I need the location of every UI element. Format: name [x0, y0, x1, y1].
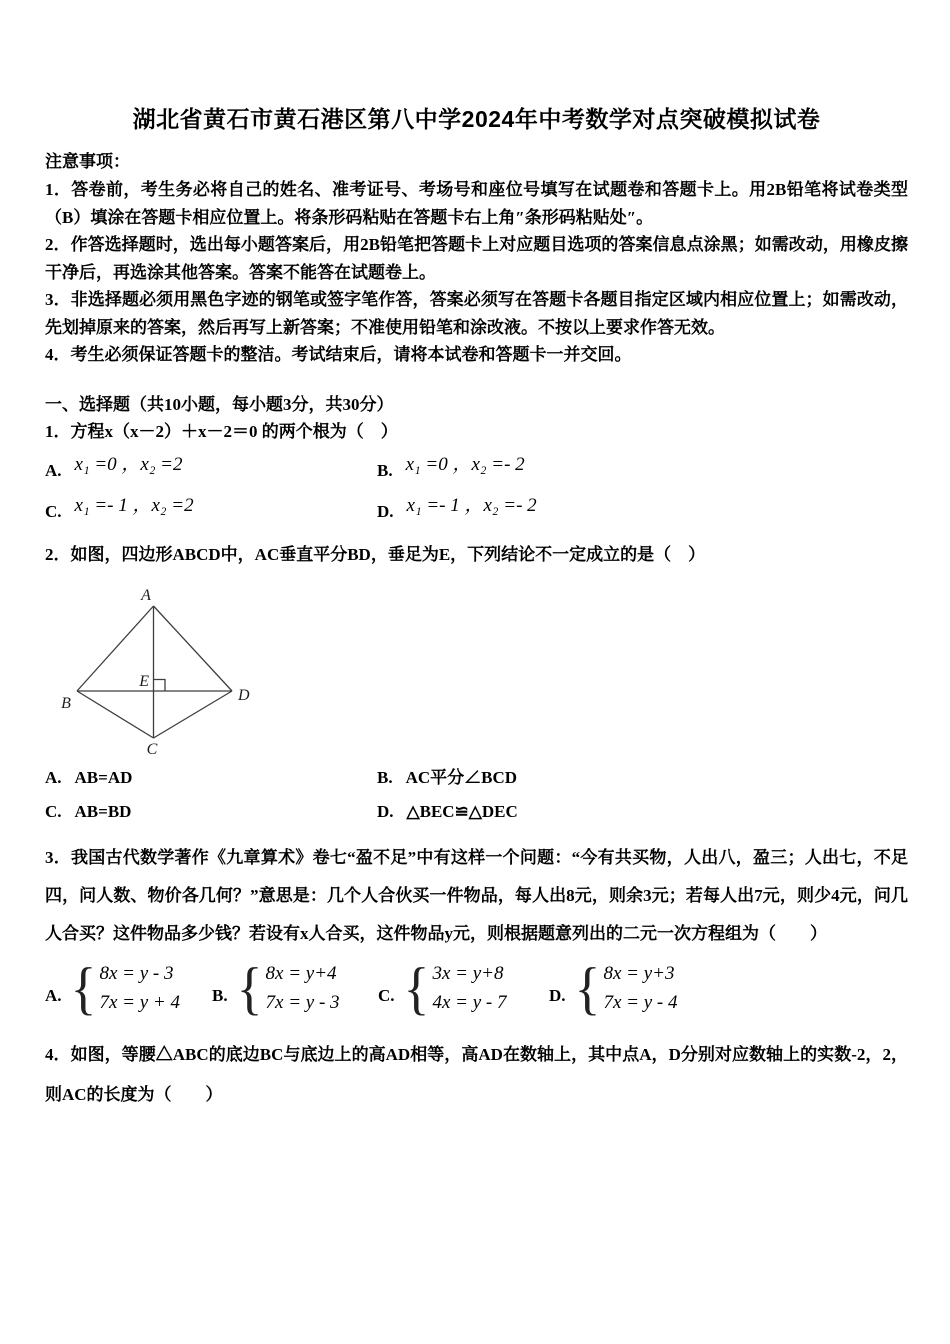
equation-system [99, 959, 180, 1017]
question-2-figure [49, 578, 908, 760]
q1-option-c [45, 496, 377, 523]
left-brace [575, 961, 601, 1015]
section-1-heading: 一、选择题（共10小题，每小题3分，共30分） [45, 394, 394, 414]
notice-item-3: 3．非选择题必须用黑色字迹的钢笔或签字笔作答，答案必须写在答题卡各题目指定区域内相应位置上；如需改动，先划掉原来的答案，然后再写上新答案；不准使用铅笔和涂改液。不按以上要求作答无效。 [45, 290, 908, 337]
option-letter: A. [45, 985, 62, 1005]
left-brace [71, 961, 97, 1015]
equation-system [266, 959, 340, 1017]
notice-item-1: 1．答卷前，考生务必将自己的姓名、准考证号、考场号和座位号填写在试题卷和答题卡上。用2B铅笔将试卷类型（B）填涂在答题卡相应位置上。将条形码粘贴在答题卡右上角″条形码粘贴处″。 [45, 180, 908, 227]
equation-line: 7x = y - 4 [603, 991, 678, 1013]
equation-line: 8x = y+3 [603, 962, 675, 984]
question-2-options [45, 764, 908, 825]
question-1-options [45, 455, 908, 523]
q2-option-c [45, 798, 377, 825]
q3-option-d [549, 959, 908, 1017]
equation-system [432, 959, 506, 1017]
option-letter: A. [45, 767, 62, 787]
question-3-text: 3．我国古代数学著作《九章算术》卷七“盈不足”中有这样一个问题：“今有共买物，人出八，盈三；人出七，不足四，问人数、物价各几何？”意思是：几个人合伙买一件物品，每人出8元，则余3元；若每人出7元，则少4元，问几人合买？这件物品多少钱？若设有x人合买，这件物品y元，则根据题意列出的二元一次方程组为（ ） [45, 847, 908, 943]
question-2-text: 2．如图，四边形ABCD中，AC垂直平分BD，垂足为E，下列结论不一定成立的是（ ） [45, 544, 706, 564]
option-letter: D. [377, 501, 394, 521]
q2-option-a [45, 764, 377, 791]
option-formula: x₁ =0 ，x₂ =- 2 [405, 453, 525, 475]
left-brace [237, 961, 263, 1015]
vertex-label-c: C [146, 740, 158, 758]
equation-line: 4x = y - 7 [432, 991, 507, 1013]
option-letter: C. [45, 501, 62, 521]
option-text: AB=BD [74, 801, 132, 821]
option-formula: x₁ =0 ，x₂ =2 [74, 453, 183, 475]
question-1-text: 1．方程x（x－2）＋x－2＝0 的两个根为（ ） [45, 421, 398, 441]
vertex-label-a: A [141, 586, 151, 604]
kite-diagram [49, 578, 284, 760]
q3-option-c [378, 959, 549, 1017]
equation-line: 8x = y - 3 [99, 962, 174, 984]
q2-option-d [377, 798, 908, 825]
point-label-e: E [139, 672, 149, 690]
side-cd [154, 691, 233, 738]
option-formula: x₁ =- 1 ，x₂ =- 2 [406, 494, 537, 516]
equation-line: 3x = y+8 [432, 962, 504, 984]
option-formula: x₁ =- 1 ，x₂ =2 [74, 494, 194, 516]
q3-option-a [45, 959, 212, 1017]
notice-item-2: 2．作答选择题时，选出每小题答案后，用2B铅笔把答题卡上对应题目选项的答案信息点涂黑；如需改动，用橡皮擦干净后，再选涂其他答案。答案不能答在试题卷上。 [45, 235, 908, 282]
vertex-label-b: B [61, 694, 71, 712]
equation-line: 7x = y + 4 [99, 991, 180, 1013]
equation-line: 8x = y+4 [265, 962, 337, 984]
option-letter: A. [45, 460, 62, 480]
q2-option-b [377, 764, 908, 791]
notice-heading: 注意事项： [45, 152, 130, 171]
question-3-options [45, 959, 908, 1017]
option-text: AC平分∠BCD [405, 767, 518, 787]
option-text: △BEC≌△DEC [406, 801, 518, 821]
side-bc [77, 691, 154, 738]
vertex-label-d: D [238, 686, 250, 704]
option-letter: C. [45, 801, 62, 821]
option-letter: D. [377, 801, 394, 821]
q1-option-d [377, 496, 908, 523]
right-angle-mark [154, 679, 166, 691]
q3-option-b [212, 959, 378, 1017]
notice-item-4: 4．考生必须保证答题卡的整洁。考试结束后，请将本试卷和答题卡一并交回。 [45, 345, 632, 364]
option-text: AB=AD [74, 767, 133, 787]
q1-option-a [45, 455, 377, 482]
option-letter: C. [378, 985, 395, 1005]
option-letter: D. [549, 985, 566, 1005]
q1-option-b [377, 455, 908, 482]
question-4-text: 4．如图，等腰△ABC的底边BC与底边上的高AD相等，高AD在数轴上，其中点A，D分别对应数轴上的实数-2，2，则AC的长度为（ ） [45, 1044, 908, 1104]
option-letter: B. [377, 460, 393, 480]
side-ad [154, 606, 233, 691]
equation-line: 7x = y - 3 [265, 991, 340, 1013]
equation-system [603, 959, 677, 1017]
left-brace [404, 961, 430, 1015]
option-letter: B. [377, 767, 393, 787]
option-letter: B. [212, 985, 228, 1005]
paper-title: 湖北省黄石市黄石港区第八中学2024年中考数学对点突破模拟试卷 [132, 106, 821, 132]
